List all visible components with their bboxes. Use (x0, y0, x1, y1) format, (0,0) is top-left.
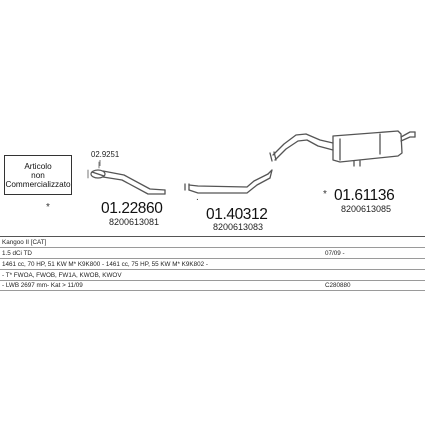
callout-part-number: 02.9251 (91, 150, 120, 159)
table-rule-2 (0, 258, 425, 259)
part-marker-3: * (323, 189, 327, 200)
table-rule-3 (0, 269, 425, 270)
front-pipe-drawing (88, 162, 165, 194)
part-number-1: 01.22860 (101, 200, 163, 217)
not-marketed-line-3: Commercializzato (5, 180, 71, 189)
part-number-3: 01.61136 (334, 187, 395, 204)
catalog-code: C280880 (325, 282, 351, 289)
date-label: 07/09 - (325, 250, 345, 257)
part-marker-2: . (196, 192, 199, 203)
intermediate-pipe-drawing (185, 170, 272, 193)
part-number-2: 01.40312 (206, 206, 268, 223)
oe-number-1: 8200613081 (109, 217, 160, 227)
engine-label: 1.5 dCi TD (2, 250, 32, 257)
wheelbase-label: - LWB 2697 mm- Kat > 11/09 (2, 282, 83, 289)
oe-number-3: 8200613085 (341, 204, 392, 214)
model-label: Kangoo II [CAT] (2, 239, 47, 246)
table-rule-1 (0, 247, 425, 248)
rear-silencer-drawing (270, 131, 415, 166)
table-rule-4 (0, 280, 425, 281)
table-rule-5 (0, 290, 425, 291)
not-marketed-line-1: Articolo (24, 162, 52, 171)
not-marketed-box (4, 155, 72, 195)
oe-number-2: 8200613083 (213, 222, 264, 232)
part-marker-1: * (46, 202, 50, 213)
types-label: - T* FWOA, FWOB, FW1A, KWOB, KWOV (2, 272, 122, 279)
table-top-rule (0, 236, 425, 237)
not-marketed-line-2: non (31, 171, 45, 180)
spec-label: 1461 cc, 70 HP, 51 KW M* K9K800 - 1461 cc, 75 HP, 55 KW M* K9K802 - (2, 261, 208, 268)
